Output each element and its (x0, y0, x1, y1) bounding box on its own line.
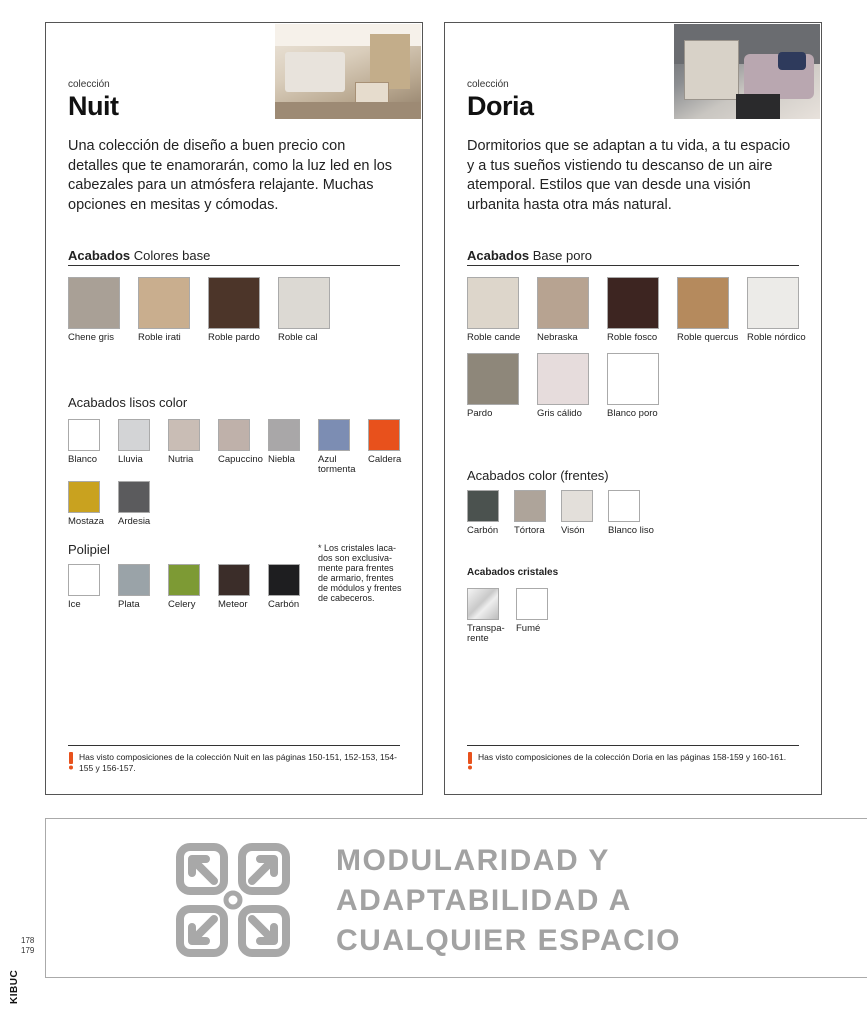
swatch-label: Carbón (268, 599, 300, 610)
swatch-label: Nebraska (537, 332, 578, 343)
swatch-label: Roble quercus (677, 332, 739, 343)
swatch-label: Blanco poro (607, 408, 658, 419)
heading-bold: Acabados (68, 248, 131, 263)
swatch-chip (278, 277, 330, 329)
swatch-chip (467, 353, 519, 405)
bedroom-photo-nuit (275, 24, 421, 119)
swatch-label: Carbón (467, 525, 499, 536)
swatch-chip (168, 419, 200, 451)
color-swatch (467, 353, 519, 419)
glass-heading: Acabados cristales (467, 567, 559, 578)
collection-kicker: colección (68, 79, 110, 90)
swatch-chip (368, 419, 400, 451)
banner-line: ADAPTABILIDAD A (336, 884, 632, 917)
swatch-chip (118, 419, 150, 451)
swatch-chip (268, 419, 300, 451)
swatch-chip (607, 353, 659, 405)
swatch-label: Caldera (368, 454, 402, 465)
swatch-chip (118, 481, 150, 513)
swatch-label: Ardesia (118, 516, 151, 527)
swatch-chip (561, 490, 593, 522)
modularity-banner (45, 818, 867, 978)
swatch-chip (168, 564, 200, 596)
pages-reference-text: Has visto composiciones de la colección Doria en las páginas 158-159 y 160-161. (478, 752, 787, 762)
exclamation-icon (68, 752, 74, 770)
color-swatch (278, 277, 330, 343)
swatch-chip (318, 419, 350, 451)
swatch-label: Plata (118, 599, 140, 610)
swatch-chip (467, 588, 499, 620)
swatch-chip (537, 277, 589, 329)
swatch-label: Tórtora (514, 525, 545, 536)
page-numbers (21, 936, 34, 956)
expand-arrows-icon (174, 841, 292, 959)
banner-line: CUALQUIER ESPACIO (336, 924, 681, 957)
collection-card-nuit (45, 22, 423, 795)
swatch-chip (218, 564, 250, 596)
color-swatch (467, 588, 505, 644)
color-swatch (68, 481, 104, 527)
swatch-label: Meteor (218, 599, 248, 610)
color-swatch (747, 277, 806, 343)
brand-logo: KIBUC (9, 969, 20, 1004)
collection-description: Dormitorios que se adaptan a tu vida, a tu espacio y a tus sueños vistiendo tu descanso de un aire atemporal. Estilos que van desde una visión urbanita hasta otra más natural. (467, 138, 791, 213)
color-swatch (218, 564, 250, 610)
color-swatch (68, 564, 100, 610)
color-swatch (168, 564, 200, 610)
collection-title: Nuit (68, 91, 119, 121)
swatch-label: Blanco (68, 454, 98, 465)
color-swatch (514, 490, 546, 536)
color-swatch (318, 419, 356, 475)
swatch-chip (514, 490, 546, 522)
swatch-chip (68, 419, 100, 451)
collection-description: Una colección de diseño a buen precio con detalles que te enamorarán, como la luz led en los cabezales para un atmósfera relajante. Muchas opciones en mesitas y cómodas. (68, 138, 393, 213)
swatch-label: Roble fosco (607, 332, 658, 343)
color-swatch (537, 277, 589, 343)
color-swatch (168, 419, 200, 465)
swatch-chip (218, 419, 250, 451)
base-finish-heading (467, 248, 799, 266)
swatch-label: Roble cal (278, 332, 318, 343)
swatch-label: Capuccino (218, 454, 263, 465)
color-swatch (208, 277, 260, 343)
color-swatch (368, 419, 401, 465)
collection-kicker: colección (467, 79, 509, 90)
color-swatch (268, 419, 300, 465)
swatch-label: Roble cande (467, 332, 521, 343)
color-swatch (608, 490, 654, 536)
swatch-chip (467, 277, 519, 329)
heading-rest: Base poro (532, 248, 593, 263)
swatch-label: Roble pardo (208, 332, 260, 343)
color-swatch (138, 277, 190, 343)
color-swatch (68, 277, 120, 343)
color-swatch (467, 277, 520, 343)
pages-reference-text: Has visto composiciones de la colección Nuit en las páginas 150-151, 152-153, 154-155 y 156-157. (79, 752, 397, 773)
swatch-label: Roble irati (138, 332, 181, 343)
color-swatch (537, 353, 589, 419)
fronts-heading: Acabados color (frentes) (467, 468, 609, 483)
swatch-label: Ice (68, 599, 81, 610)
swatch-chip (268, 564, 300, 596)
plain-colors-heading: Acabados lisos color (68, 395, 188, 410)
swatch-chip (677, 277, 729, 329)
color-swatch (218, 419, 263, 465)
banner-title (336, 841, 681, 961)
swatch-label: Azul tormenta (318, 454, 356, 475)
swatch-chip (138, 277, 190, 329)
swatch-label: Pardo (467, 408, 493, 419)
swatch-chip (747, 277, 799, 329)
swatch-label: Blanco liso (608, 525, 654, 536)
swatch-label: Chene gris (68, 332, 114, 343)
color-swatch (516, 588, 548, 634)
color-swatch (118, 564, 150, 610)
swatch-chip (208, 277, 260, 329)
page-number-left: 178 (21, 936, 35, 945)
swatch-chip (607, 277, 659, 329)
swatch-label: Niebla (268, 454, 295, 465)
pages-reference-note (467, 745, 799, 763)
swatch-chip (68, 481, 100, 513)
page-number-right: 179 (21, 946, 35, 955)
color-swatch (118, 481, 150, 527)
lacquered-glass-note: * Los cristales laca- dos son exclusiva- mente para frentes de armario, frentes de módulos y frentes de cabeceros. (318, 543, 402, 603)
swatch-label: Roble nórdico (747, 332, 806, 343)
color-swatch (118, 419, 150, 465)
swatch-chip (467, 490, 499, 522)
swatch-label: Gris cálido (537, 408, 582, 419)
collection-title: Doria (467, 91, 534, 121)
swatch-label: Nutria (168, 454, 194, 465)
swatch-label: Visón (561, 525, 585, 536)
color-swatch (467, 490, 499, 536)
swatch-chip (68, 277, 120, 329)
color-swatch (268, 564, 300, 610)
color-swatch (68, 419, 100, 465)
swatch-chip (608, 490, 640, 522)
swatch-chip (516, 588, 548, 620)
swatch-label: Mostaza (68, 516, 104, 527)
swatch-chip (537, 353, 589, 405)
collection-card-doria (444, 22, 822, 795)
color-swatch (561, 490, 593, 536)
color-swatch (677, 277, 738, 343)
color-swatch (607, 353, 659, 419)
exclamation-icon (467, 752, 473, 770)
swatch-label: Celery (168, 599, 196, 610)
banner-line: MODULARIDAD Y (336, 844, 610, 877)
swatch-chip (118, 564, 150, 596)
swatch-label: Transpa- rente (467, 623, 505, 644)
heading-rest: Colores base (133, 248, 211, 263)
pages-reference-note (68, 745, 400, 774)
swatch-label: Fumé (516, 623, 541, 634)
base-colors-heading (68, 248, 400, 266)
bedroom-photo-doria (674, 24, 820, 119)
swatch-chip (68, 564, 100, 596)
swatch-label: Lluvia (118, 454, 143, 465)
color-swatch (607, 277, 659, 343)
polipiel-heading: Polipiel (68, 542, 110, 557)
heading-bold: Acabados (467, 248, 530, 263)
